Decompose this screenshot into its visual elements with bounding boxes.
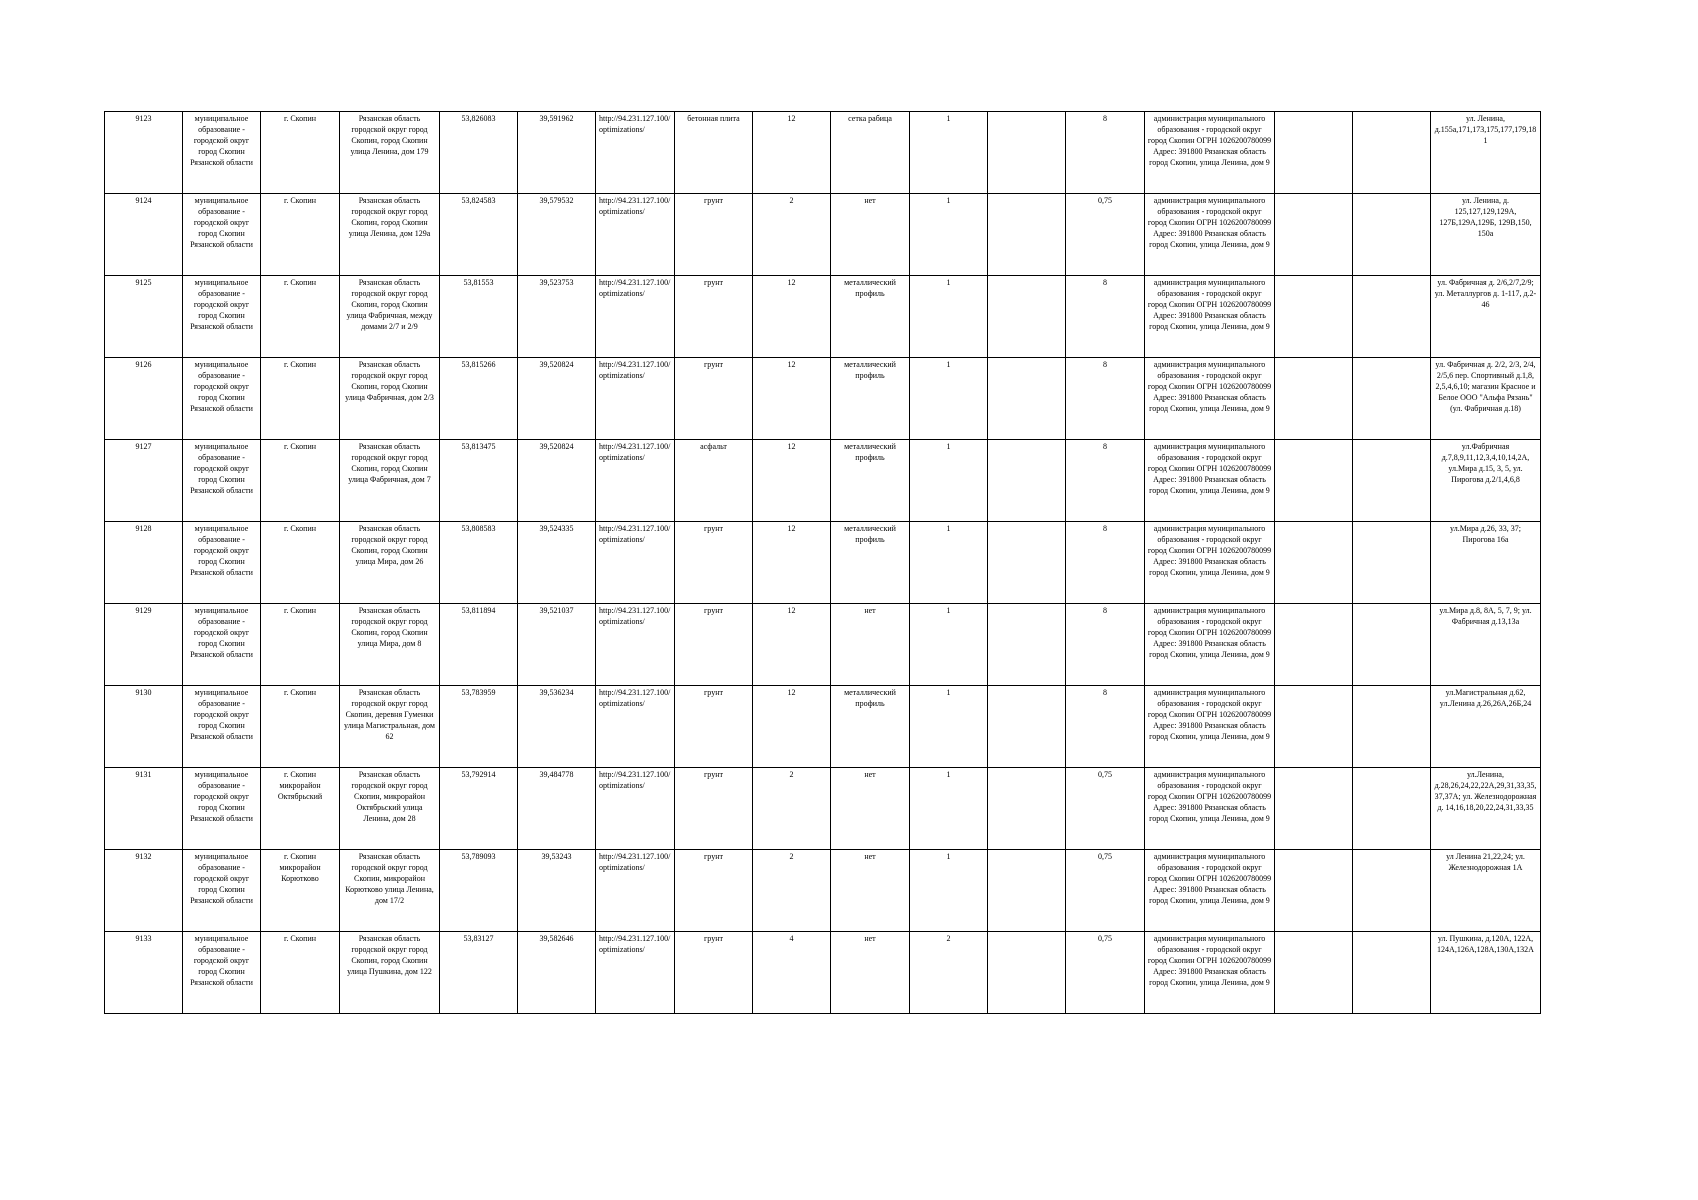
address-cell: Рязанская область городской округ город Скопин, город Скопин улица Пушкина, дом 122 — [340, 932, 440, 1014]
table-row — [105, 768, 1541, 850]
longitude-cell: 39,524335 — [518, 522, 596, 604]
empty-cell — [988, 604, 1066, 686]
address-cell: Рязанская область городской округ город Скопин, микрорайон Октябрьский улица Ленина, дом 28 — [340, 768, 440, 850]
site-id-cell: 9133 — [105, 932, 183, 1014]
table-row — [105, 194, 1541, 276]
owner-cell: администрация муниципального образования - городской округ город Скопин ОГРН 1026200780099 Адрес: 391800 Рязанская область город Скопин, улица Ленина, дом 9 — [1145, 522, 1275, 604]
fence-type-cell: металлический профиль — [831, 358, 910, 440]
served-addresses-cell: ул. Ленина, д.155а,171,173,175,177,179,181 — [1431, 112, 1541, 194]
municipality-cell: муниципальное образование - городской округ город Скопин Рязанской области — [183, 440, 261, 522]
surface-type-cell: грунт — [675, 194, 753, 276]
fence-type-cell: нет — [831, 604, 910, 686]
area-cell: 4 — [753, 932, 831, 1014]
map-link-cell[interactable]: http://94.231.127.100/optimizations/ — [596, 850, 675, 932]
container-volume-cell: 0,75 — [1066, 768, 1145, 850]
empty-cell — [988, 194, 1066, 276]
site-id-cell: 9128 — [105, 522, 183, 604]
map-link-cell[interactable]: http://94.231.127.100/optimizations/ — [596, 522, 675, 604]
waste-sites-registry-table — [104, 111, 1541, 1014]
surface-type-cell: грунт — [675, 358, 753, 440]
site-id-cell: 9123 — [105, 112, 183, 194]
map-link-cell[interactable]: http://94.231.127.100/optimizations/ — [596, 112, 675, 194]
area-cell: 12 — [753, 112, 831, 194]
empty-cell — [1353, 604, 1431, 686]
container-volume-cell: 8 — [1066, 358, 1145, 440]
container-count-cell: 1 — [910, 604, 988, 686]
area-cell: 12 — [753, 276, 831, 358]
container-count-cell: 1 — [910, 440, 988, 522]
area-cell: 12 — [753, 358, 831, 440]
table-row — [105, 686, 1541, 768]
empty-cell — [1353, 850, 1431, 932]
owner-cell: администрация муниципального образования - городской округ город Скопин ОГРН 1026200780099 Адрес: 391800 Рязанская область город Скопин, улица Ленина, дом 9 — [1145, 604, 1275, 686]
municipality-cell: муниципальное образование - городской округ город Скопин Рязанской области — [183, 358, 261, 440]
empty-cell — [1353, 440, 1431, 522]
owner-cell: администрация муниципального образования - городской округ город Скопин ОГРН 1026200780099 Адрес: 391800 Рязанская область город Скопин, улица Ленина, дом 9 — [1145, 768, 1275, 850]
latitude-cell: 53,815266 — [440, 358, 518, 440]
owner-cell: администрация муниципального образования - городской округ город Скопин ОГРН 1026200780099 Адрес: 391800 Рязанская область город Скопин, улица Ленина, дом 9 — [1145, 358, 1275, 440]
locality-cell: г. Скопин — [261, 686, 340, 768]
longitude-cell: 39,579532 — [518, 194, 596, 276]
container-count-cell: 1 — [910, 112, 988, 194]
municipality-cell: муниципальное образование - городской округ город Скопин Рязанской области — [183, 850, 261, 932]
surface-type-cell: грунт — [675, 850, 753, 932]
owner-cell: администрация муниципального образования - городской округ город Скопин ОГРН 1026200780099 Адрес: 391800 Рязанская область город Скопин, улица Ленина, дом 9 — [1145, 932, 1275, 1014]
empty-cell — [988, 768, 1066, 850]
surface-type-cell: асфальт — [675, 440, 753, 522]
table-row — [105, 932, 1541, 1014]
container-volume-cell: 8 — [1066, 440, 1145, 522]
container-volume-cell: 8 — [1066, 604, 1145, 686]
locality-cell: г. Скопин — [261, 276, 340, 358]
served-addresses-cell: ул.Мира д.8, 8А, 5, 7, 9; ул. Фабричная д.13,13а — [1431, 604, 1541, 686]
locality-cell: г. Скопин — [261, 440, 340, 522]
map-link-cell[interactable]: http://94.231.127.100/optimizations/ — [596, 932, 675, 1014]
served-addresses-cell: ул. Ленина, д. 125,127,129,129А, 127Б,129А,129Б, 129В,150, 150а — [1431, 194, 1541, 276]
owner-cell: администрация муниципального образования - городской округ город Скопин ОГРН 1026200780099 Адрес: 391800 Рязанская область город Скопин, улица Ленина, дом 9 — [1145, 686, 1275, 768]
table-row — [105, 440, 1541, 522]
area-cell: 12 — [753, 440, 831, 522]
empty-cell — [1275, 850, 1353, 932]
site-id-cell: 9125 — [105, 276, 183, 358]
container-volume-cell: 0,75 — [1066, 194, 1145, 276]
empty-cell — [1353, 276, 1431, 358]
empty-cell — [1275, 276, 1353, 358]
site-id-cell: 9124 — [105, 194, 183, 276]
municipality-cell: муниципальное образование - городской округ город Скопин Рязанской области — [183, 932, 261, 1014]
locality-cell: г. Скопин — [261, 932, 340, 1014]
locality-cell: г. Скопин микрорайон Корютково — [261, 850, 340, 932]
latitude-cell: 53,783959 — [440, 686, 518, 768]
municipality-cell: муниципальное образование - городской округ город Скопин Рязанской области — [183, 112, 261, 194]
fence-type-cell: нет — [831, 768, 910, 850]
served-addresses-cell: ул.Мира д.26, 33, 37; Пирогова 16а — [1431, 522, 1541, 604]
empty-cell — [1275, 522, 1353, 604]
latitude-cell: 53,81553 — [440, 276, 518, 358]
map-link-cell[interactable]: http://94.231.127.100/optimizations/ — [596, 686, 675, 768]
address-cell: Рязанская область городской округ город Скопин, микрорайон Корютково улица Ленина, дом 17/2 — [340, 850, 440, 932]
surface-type-cell: бетонная плита — [675, 112, 753, 194]
owner-cell: администрация муниципального образования - городской округ город Скопин ОГРН 1026200780099 Адрес: 391800 Рязанская область город Скопин, улица Ленина, дом 9 — [1145, 194, 1275, 276]
latitude-cell: 53,789093 — [440, 850, 518, 932]
locality-cell: г. Скопин — [261, 522, 340, 604]
empty-cell — [1353, 358, 1431, 440]
area-cell: 2 — [753, 850, 831, 932]
map-link-cell[interactable]: http://94.231.127.100/optimizations/ — [596, 194, 675, 276]
table-row — [105, 276, 1541, 358]
empty-cell — [1275, 932, 1353, 1014]
map-link-cell[interactable]: http://94.231.127.100/optimizations/ — [596, 276, 675, 358]
surface-type-cell: грунт — [675, 276, 753, 358]
container-volume-cell: 8 — [1066, 112, 1145, 194]
area-cell: 2 — [753, 768, 831, 850]
longitude-cell: 39,484778 — [518, 768, 596, 850]
container-count-cell: 1 — [910, 522, 988, 604]
site-id-cell: 9130 — [105, 686, 183, 768]
owner-cell: администрация муниципального образования - городской округ город Скопин ОГРН 1026200780099 Адрес: 391800 Рязанская область город Скопин, улица Ленина, дом 9 — [1145, 112, 1275, 194]
fence-type-cell: нет — [831, 932, 910, 1014]
map-link-cell[interactable]: http://94.231.127.100/optimizations/ — [596, 358, 675, 440]
longitude-cell: 39,520824 — [518, 440, 596, 522]
address-cell: Рязанская область городской округ город Скопин, город Скопин улица Мира, дом 26 — [340, 522, 440, 604]
empty-cell — [988, 112, 1066, 194]
municipality-cell: муниципальное образование - городской округ город Скопин Рязанской области — [183, 686, 261, 768]
empty-cell — [988, 850, 1066, 932]
map-link-cell[interactable]: http://94.231.127.100/optimizations/ — [596, 768, 675, 850]
table-row — [105, 358, 1541, 440]
address-cell: Рязанская область городской округ город Скопин, город Скопин улица Мира, дом 8 — [340, 604, 440, 686]
empty-cell — [1353, 112, 1431, 194]
empty-cell — [988, 686, 1066, 768]
area-cell: 12 — [753, 522, 831, 604]
site-id-cell: 9129 — [105, 604, 183, 686]
empty-cell — [1275, 686, 1353, 768]
container-count-cell: 1 — [910, 358, 988, 440]
empty-cell — [1275, 604, 1353, 686]
container-volume-cell: 8 — [1066, 686, 1145, 768]
container-count-cell: 1 — [910, 850, 988, 932]
address-cell: Рязанская область городской округ город Скопин, город Скопин улица Фабричная, между домами 2/7 и 2/9 — [340, 276, 440, 358]
address-cell: Рязанская область городской округ город Скопин, город Скопин улица Фабричная, дом 2/3 — [340, 358, 440, 440]
latitude-cell: 53,813475 — [440, 440, 518, 522]
area-cell: 12 — [753, 604, 831, 686]
container-count-cell: 1 — [910, 276, 988, 358]
municipality-cell: муниципальное образование - городской округ город Скопин Рязанской области — [183, 604, 261, 686]
longitude-cell: 39,591962 — [518, 112, 596, 194]
owner-cell: администрация муниципального образования - городской округ город Скопин ОГРН 1026200780099 Адрес: 391800 Рязанская область город Скопин, улица Ленина, дом 9 — [1145, 440, 1275, 522]
served-addresses-cell: ул. Фабричная д. 2/2, 2/3, 2/4, 2/5,6 пер. Спортивный д.1,8, 2,5,4,6,10; магазин Красное и Белое ООО "Альфа Рязань" (ул. Фабричная д.18) — [1431, 358, 1541, 440]
longitude-cell: 39,582646 — [518, 932, 596, 1014]
empty-cell — [988, 276, 1066, 358]
fence-type-cell: металлический профиль — [831, 522, 910, 604]
longitude-cell: 39,53243 — [518, 850, 596, 932]
fence-type-cell: нет — [831, 194, 910, 276]
surface-type-cell: грунт — [675, 686, 753, 768]
empty-cell — [1275, 358, 1353, 440]
locality-cell: г. Скопин — [261, 194, 340, 276]
map-link-cell[interactable]: http://94.231.127.100/optimizations/ — [596, 440, 675, 522]
empty-cell — [1275, 194, 1353, 276]
empty-cell — [1275, 768, 1353, 850]
container-count-cell: 1 — [910, 768, 988, 850]
address-cell: Рязанская область городской округ город Скопин, город Скопин улица Ленина, дом 129а — [340, 194, 440, 276]
table-row — [105, 604, 1541, 686]
latitude-cell: 53,826083 — [440, 112, 518, 194]
container-count-cell: 1 — [910, 686, 988, 768]
locality-cell: г. Скопин — [261, 604, 340, 686]
latitude-cell: 53,808583 — [440, 522, 518, 604]
latitude-cell: 53,792914 — [440, 768, 518, 850]
locality-cell: г. Скопин — [261, 112, 340, 194]
municipality-cell: муниципальное образование - городской округ город Скопин Рязанской области — [183, 768, 261, 850]
container-volume-cell: 0,75 — [1066, 850, 1145, 932]
surface-type-cell: грунт — [675, 768, 753, 850]
longitude-cell: 39,520824 — [518, 358, 596, 440]
served-addresses-cell: ул.Ленина, д.28,26,24,22,22А,29,31,33,35,37,37А; ул. Железнодорожная д. 14,16,18,20,22,24,31,33,35 — [1431, 768, 1541, 850]
fence-type-cell: металлический профиль — [831, 276, 910, 358]
table-row — [105, 522, 1541, 604]
table-row — [105, 850, 1541, 932]
container-volume-cell: 0,75 — [1066, 932, 1145, 1014]
locality-cell: г. Скопин микрорайон Октябрьский — [261, 768, 340, 850]
area-cell: 12 — [753, 686, 831, 768]
surface-type-cell: грунт — [675, 522, 753, 604]
site-id-cell: 9127 — [105, 440, 183, 522]
address-cell: Рязанская область городской округ город Скопин, деревня Гуменки улица Магистральная, дом 62 — [340, 686, 440, 768]
container-count-cell: 2 — [910, 932, 988, 1014]
surface-type-cell: грунт — [675, 932, 753, 1014]
fence-type-cell: металлический профиль — [831, 440, 910, 522]
empty-cell — [1353, 522, 1431, 604]
longitude-cell: 39,536234 — [518, 686, 596, 768]
latitude-cell: 53,811894 — [440, 604, 518, 686]
served-addresses-cell: ул.Фабричная д.7,8,9,11,12,3,4,10,14,2А, ул.Мира д.15, 3, 5, ул. Пирогова д.2/1,4,6,8 — [1431, 440, 1541, 522]
served-addresses-cell: ул. Фабричная д. 2/6,2/7,2/9; ул. Металлургов д. 1-117, д.2-46 — [1431, 276, 1541, 358]
empty-cell — [1353, 768, 1431, 850]
container-count-cell: 1 — [910, 194, 988, 276]
empty-cell — [988, 932, 1066, 1014]
served-addresses-cell: ул.Магистральная д.62, ул.Ленина д.26,26А,26Б,24 — [1431, 686, 1541, 768]
fence-type-cell: сетка рабица — [831, 112, 910, 194]
empty-cell — [1275, 112, 1353, 194]
table-row — [105, 112, 1541, 194]
container-volume-cell: 8 — [1066, 276, 1145, 358]
empty-cell — [1353, 932, 1431, 1014]
longitude-cell: 39,523753 — [518, 276, 596, 358]
latitude-cell: 53,824583 — [440, 194, 518, 276]
empty-cell — [1275, 440, 1353, 522]
owner-cell: администрация муниципального образования - городской округ город Скопин ОГРН 1026200780099 Адрес: 391800 Рязанская область город Скопин, улица Ленина, дом 9 — [1145, 850, 1275, 932]
site-id-cell: 9126 — [105, 358, 183, 440]
site-id-cell: 9131 — [105, 768, 183, 850]
served-addresses-cell: ул Ленина 21,22,24; ул. Железнодорожная 1А — [1431, 850, 1541, 932]
empty-cell — [1353, 194, 1431, 276]
locality-cell: г. Скопин — [261, 358, 340, 440]
area-cell: 2 — [753, 194, 831, 276]
municipality-cell: муниципальное образование - городской округ город Скопин Рязанской области — [183, 276, 261, 358]
fence-type-cell: металлический профиль — [831, 686, 910, 768]
latitude-cell: 53,83127 — [440, 932, 518, 1014]
address-cell: Рязанская область городской округ город Скопин, город Скопин улица Ленина, дом 179 — [340, 112, 440, 194]
container-volume-cell: 8 — [1066, 522, 1145, 604]
map-link-cell[interactable]: http://94.231.127.100/optimizations/ — [596, 604, 675, 686]
empty-cell — [988, 522, 1066, 604]
address-cell: Рязанская область городской округ город Скопин, город Скопин улица Фабричная, дом 7 — [340, 440, 440, 522]
municipality-cell: муниципальное образование - городской округ город Скопин Рязанской области — [183, 194, 261, 276]
empty-cell — [1353, 686, 1431, 768]
empty-cell — [988, 440, 1066, 522]
owner-cell: администрация муниципального образования - городской округ город Скопин ОГРН 1026200780099 Адрес: 391800 Рязанская область город Скопин, улица Ленина, дом 9 — [1145, 276, 1275, 358]
empty-cell — [988, 358, 1066, 440]
municipality-cell: муниципальное образование - городской округ город Скопин Рязанской области — [183, 522, 261, 604]
surface-type-cell: грунт — [675, 604, 753, 686]
served-addresses-cell: ул. Пушкина, д.120А, 122А, 124А,126А,128А,130А,132А — [1431, 932, 1541, 1014]
registry-body — [105, 112, 1541, 1014]
longitude-cell: 39,521037 — [518, 604, 596, 686]
fence-type-cell: нет — [831, 850, 910, 932]
site-id-cell: 9132 — [105, 850, 183, 932]
